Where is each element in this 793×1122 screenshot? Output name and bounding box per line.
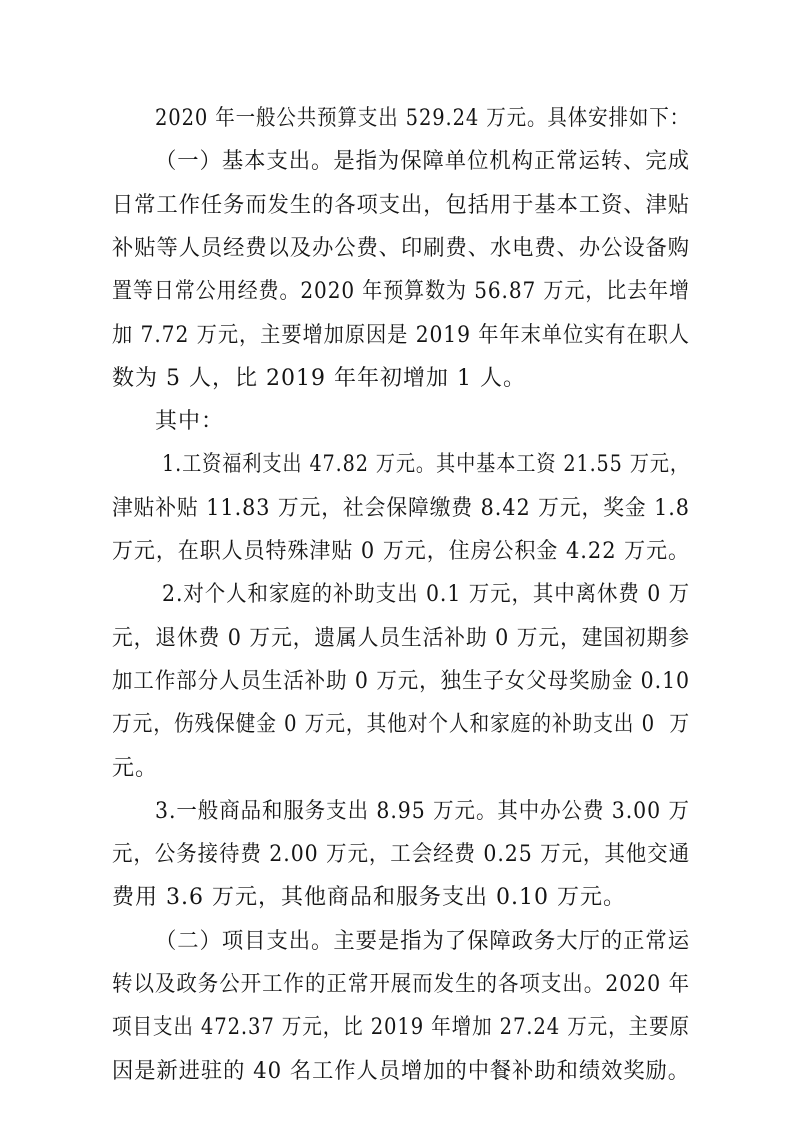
text-line: 转以及政务公开工作的正常开展而发生的各项支出。2020 年 [112,972,691,997]
text-line: （一）基本支出。是指为保障单位机构正常运转、完成 [155,149,691,175]
text-line: 万元，在职人员特殊津贴 0 万元，住房公积金 4.22 万元。 [112,539,690,564]
text-line: 元。 [112,755,159,781]
text-line: 费用 3.6 万元，其他商品和服务支出 0.10 万元。 [112,885,626,911]
text-line: 置等日常公用经费。2020 年预算数为 56.87 万元，比去年增 [112,279,690,305]
text-line: 因是新进驻的 40 名工作人员增加的中餐补助和绩效奖励。 [112,1058,691,1084]
text-line: 元，退休费 0 万元，遗属人员生活补助 0 万元，建国初期参 [112,625,690,651]
text-line: 其中： [155,409,225,435]
text-line: 元，公务接待费 2.00 万元，工会经费 0.25 万元，其他交通 [112,842,690,868]
text-line: 1.工资福利支出 47.82 万元。其中基本工资 21.55 万元， [162,452,690,478]
text-line: 数为 5 人，比 2019 年年初增加 1 人。 [112,365,526,391]
text-line: 加工作部分人员生活补助 0 万元，独生子女父母奖励金 0.10 [112,668,690,694]
text-line: 万元，伤残保健金 0 万元，其他对个人和家庭的补助支出 0 万 [112,712,690,738]
text-line: 日常工作任务而发生的各项支出，包括用于基本工资、津贴 [112,192,691,218]
text-line: 3.一般商品和服务支出 8.95 万元。其中办公费 3.00 万 [155,798,690,824]
text-line: 项目支出 472.37 万元，比 2019 年增加 27.24 万元，主要原 [112,1015,690,1041]
text-line: （二）项目支出。主要是指为了保障政务大厅的正常运 [155,928,691,954]
text-line: 2020 年一般公共预算支出 529.24 万元。具体安排如下： [155,106,690,131]
text-line: 津贴补贴 11.83 万元，社会保障缴费 8.42 万元，奖金 1.8 [112,495,690,521]
text-line: 补贴等人员经费以及办公费、印刷费、水电费、办公设备购 [112,235,691,261]
text-line: 2.对个人和家庭的补助支出 0.1 万元，其中离休费 0 万 [162,582,690,608]
text-line: 加 7.72 万元，主要增加原因是 2019 年年末单位实有在职人 [112,322,690,348]
